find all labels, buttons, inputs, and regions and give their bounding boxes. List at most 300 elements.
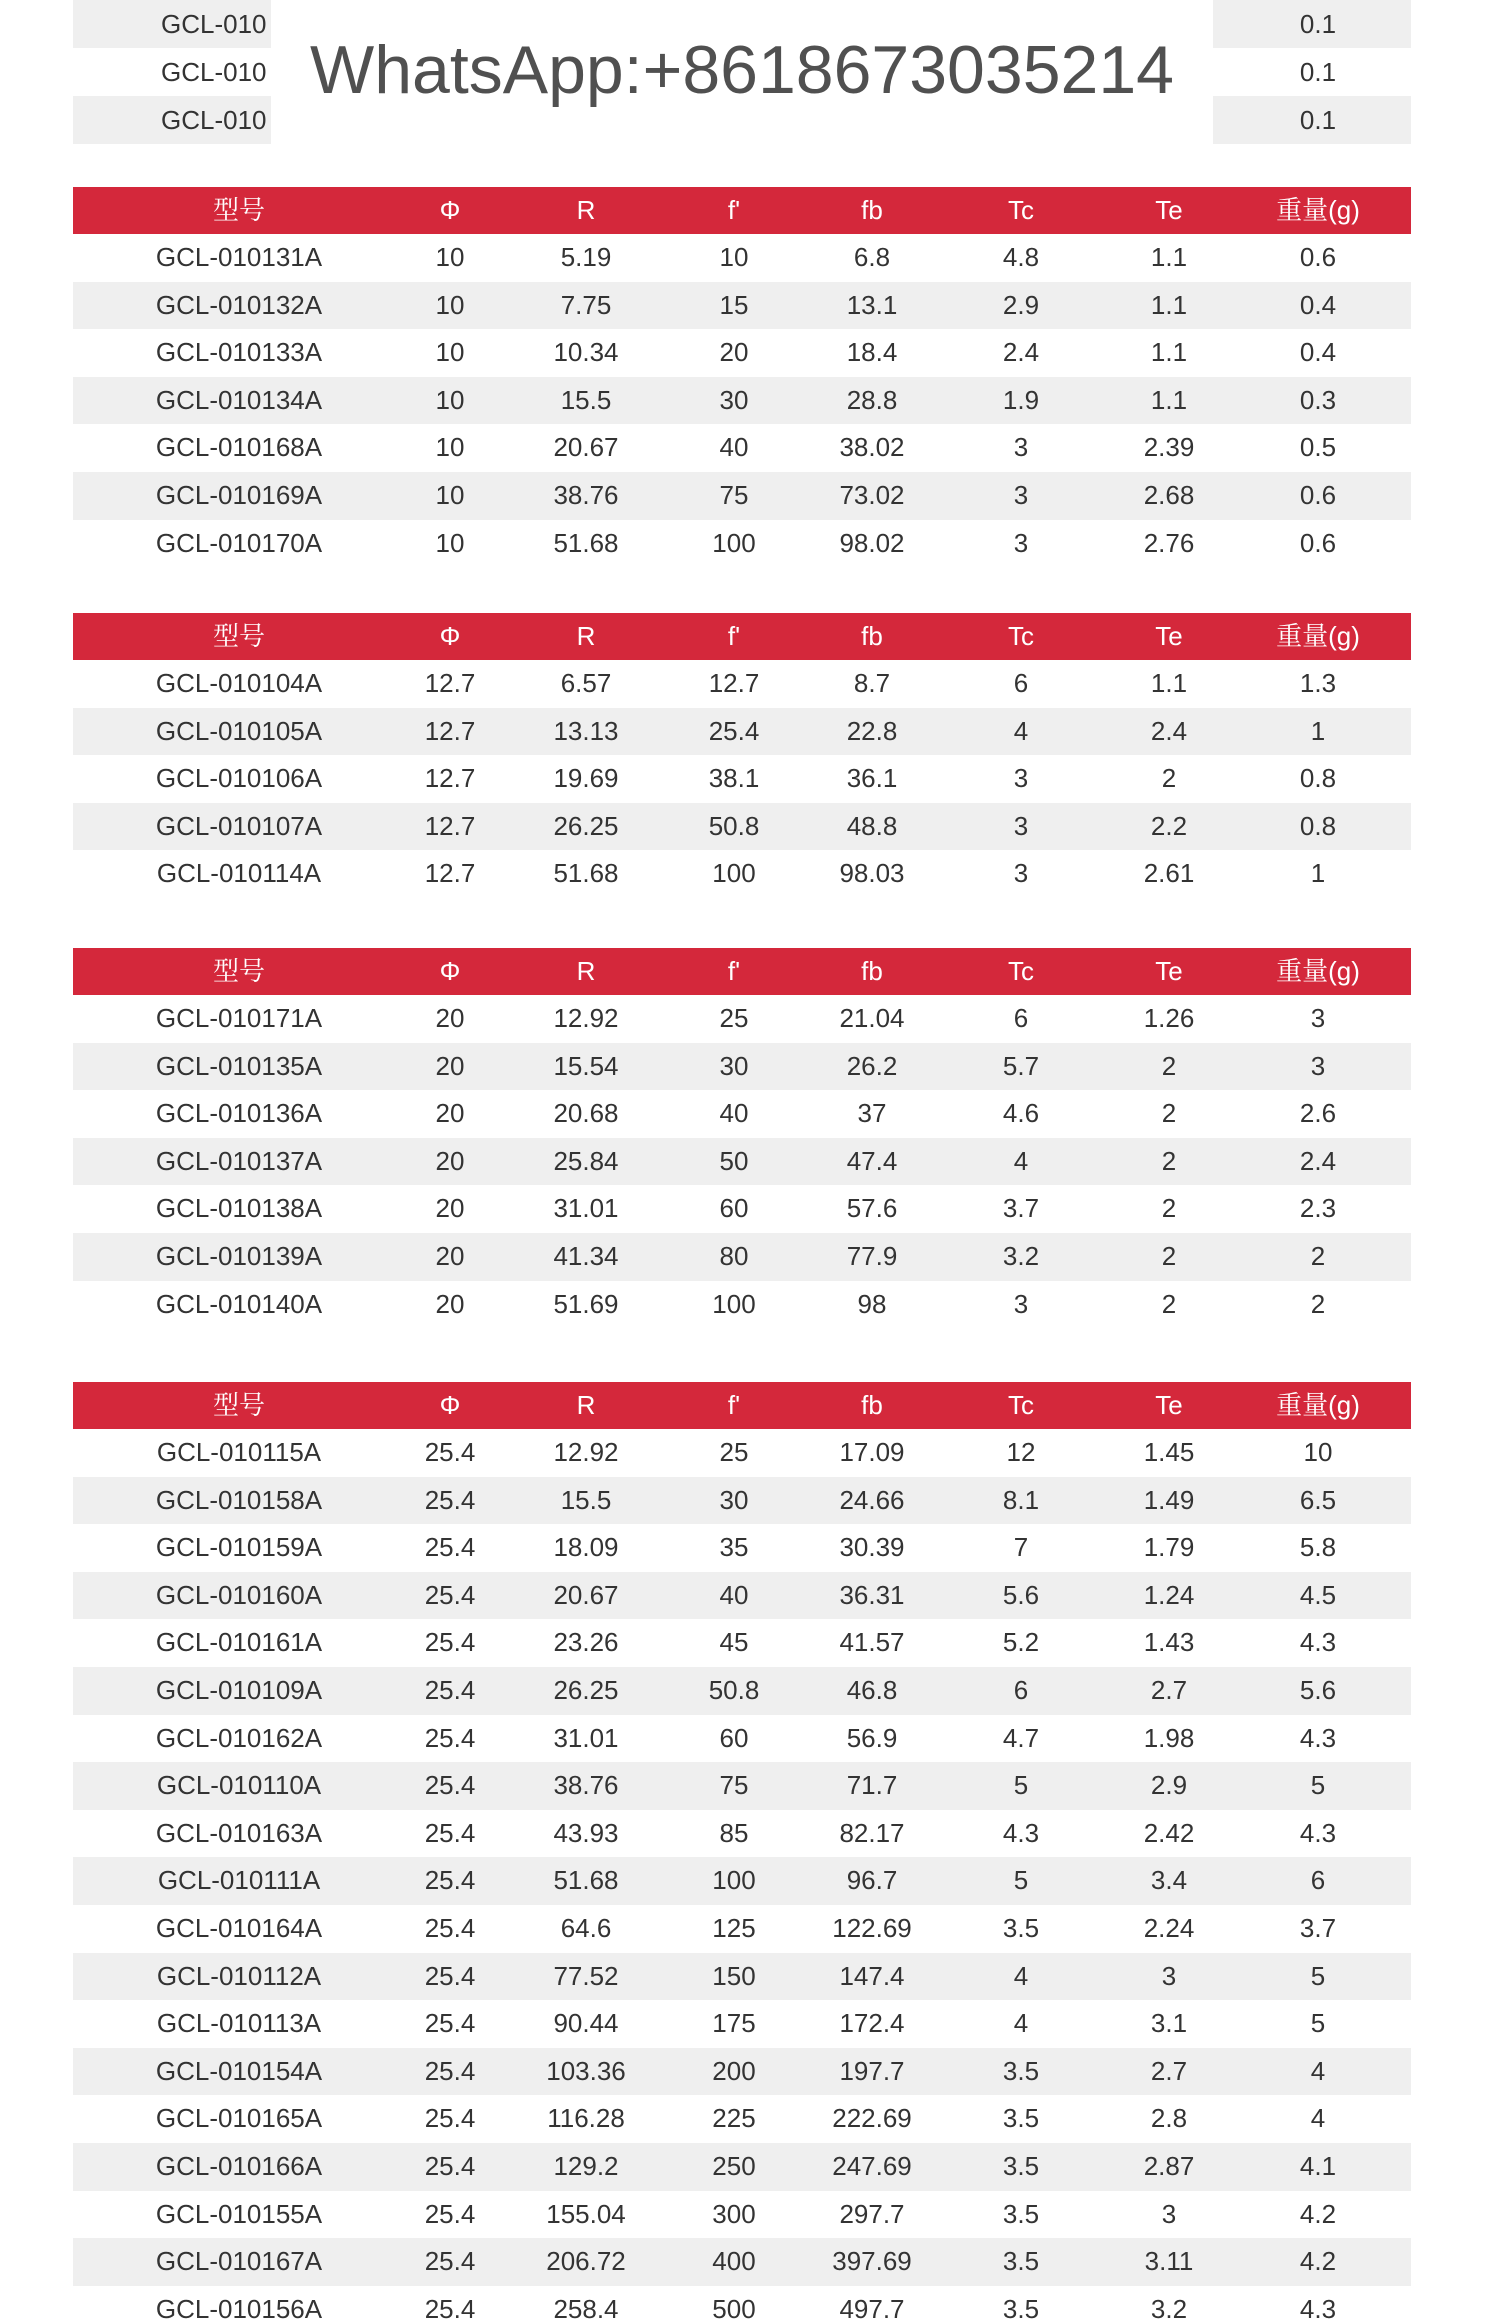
cell-te: 2.9 xyxy=(1150,1770,1188,1801)
cell-weight: 0.4 xyxy=(1299,337,1337,368)
cell-tc: 3.5 xyxy=(1002,2103,1040,2134)
cell-tc: 6 xyxy=(1013,1675,1029,1705)
cell-weight: 3.7 xyxy=(1299,1913,1337,1943)
cell-fb: 8.7 xyxy=(853,668,891,698)
cell-diameter: 25.4 xyxy=(424,2103,476,2134)
cell-te: 3.4 xyxy=(1150,1865,1188,1896)
cell-diameter: 25.4 xyxy=(424,1913,476,1943)
cell-fb: 98.02 xyxy=(839,527,905,558)
cell-tc: 3 xyxy=(1013,480,1029,510)
cell-weight: 2 xyxy=(1310,1241,1326,1271)
cell-fb: 172.4 xyxy=(839,2008,905,2039)
cell-te: 1.1 xyxy=(1150,384,1188,415)
table-row xyxy=(73,1477,1411,1525)
cell-tc: 3 xyxy=(1013,763,1029,794)
cell-weight: 2.3 xyxy=(1299,1193,1337,1224)
cell-tc: 4.7 xyxy=(1002,1722,1040,1753)
header-te: Te xyxy=(1155,1390,1183,1420)
cell-model: GCL-010105A xyxy=(155,715,323,746)
cell-weight: 10 xyxy=(1303,1437,1333,1467)
cell-diameter: 20 xyxy=(435,1241,465,1271)
table-header xyxy=(73,1382,1411,1429)
cell-weight: 5 xyxy=(1310,1770,1326,1801)
header-model: 型号 xyxy=(212,1390,265,1420)
cell-diameter: 25.4 xyxy=(424,1960,476,1991)
cell-diameter: 25.4 xyxy=(424,1770,476,1801)
cell-r: 18.09 xyxy=(553,1532,619,1563)
cell-te: 2.68 xyxy=(1143,480,1195,510)
cell-fb: 98.03 xyxy=(839,858,905,889)
cell-weight: 6 xyxy=(1310,1865,1326,1896)
cell-fb: 247.69 xyxy=(832,2151,912,2181)
cell-weight: 0.1 xyxy=(1299,57,1337,87)
cell-diameter: 12.7 xyxy=(424,763,476,794)
cell-model: GCL-010132A xyxy=(155,289,323,320)
cell-r: 6.57 xyxy=(560,668,612,698)
table-row xyxy=(73,1810,1411,1858)
cell-te: 1.43 xyxy=(1143,1627,1195,1658)
cell-model: GCL-010 xyxy=(161,105,267,135)
cell-diameter: 25.4 xyxy=(424,2151,476,2181)
cell-f: 80 xyxy=(719,1241,749,1271)
header-te: Te xyxy=(1155,956,1183,986)
header-weight: 重量(g) xyxy=(1276,956,1360,986)
header-model: 型号 xyxy=(212,621,265,651)
table-row xyxy=(73,2191,1411,2239)
header-diameter: Φ xyxy=(439,956,461,986)
cell-model: GCL-010107A xyxy=(155,810,323,841)
header-tc: Tc xyxy=(1008,195,1034,225)
cell-model: GCL-010166A xyxy=(155,2151,323,2181)
cell-tc: 7 xyxy=(1013,1532,1029,1563)
cell-model: GCL-010168A xyxy=(155,432,323,463)
cell-tc: 3 xyxy=(1013,527,1029,558)
cell-r: 31.01 xyxy=(553,1722,619,1753)
header-weight: 重量(g) xyxy=(1276,621,1360,651)
cell-r: 15.5 xyxy=(560,384,612,415)
watermark: WhatsApp:+8618673035214 xyxy=(271,0,1213,144)
cell-weight: 5.6 xyxy=(1299,1675,1337,1705)
cell-f: 100 xyxy=(712,527,756,558)
cell-model: GCL-010137A xyxy=(155,1145,323,1176)
cell-r: 5.19 xyxy=(560,242,612,272)
table-row xyxy=(73,1429,1411,1477)
cell-model: GCL-010110A xyxy=(156,1770,322,1801)
cell-weight: 0.5 xyxy=(1299,432,1337,463)
table-row xyxy=(73,520,1411,568)
cell-te: 1.1 xyxy=(1150,668,1188,698)
spec-table xyxy=(73,948,1411,1328)
cell-r: 15.54 xyxy=(553,1050,619,1081)
cell-weight: 0.6 xyxy=(1299,527,1337,558)
cell-diameter: 25.4 xyxy=(424,2008,476,2039)
cell-diameter: 12.7 xyxy=(424,715,476,746)
cell-fb: 71.7 xyxy=(846,1770,898,1801)
cell-r: 20.67 xyxy=(553,1579,619,1610)
cell-diameter: 25.4 xyxy=(424,1675,476,1705)
cell-fb: 197.7 xyxy=(839,2055,905,2086)
cell-tc: 4 xyxy=(1013,715,1029,746)
cell-diameter: 25.4 xyxy=(424,2246,476,2277)
cell-weight: 5 xyxy=(1310,1960,1326,1991)
cell-tc: 4 xyxy=(1013,1960,1029,1991)
cell-diameter: 12.7 xyxy=(424,810,476,841)
cell-diameter: 25.4 xyxy=(424,1579,476,1610)
table-row xyxy=(73,1953,1411,2001)
cell-te: 2.76 xyxy=(1143,527,1195,558)
cell-weight: 4.3 xyxy=(1299,2293,1337,2322)
header-te: Te xyxy=(1155,621,1183,651)
cell-f: 85 xyxy=(719,1817,749,1848)
table-row xyxy=(73,1185,1411,1233)
cell-weight: 0.6 xyxy=(1299,242,1337,272)
cell-te: 2.42 xyxy=(1143,1817,1195,1848)
cell-f: 300 xyxy=(712,2198,756,2229)
cell-model: GCL-010114A xyxy=(156,858,322,889)
cell-te: 2 xyxy=(1161,1241,1177,1271)
header-r: R xyxy=(576,956,596,986)
cell-r: 155.04 xyxy=(546,2198,626,2229)
cell-fb: 22.8 xyxy=(846,715,898,746)
header-tc: Tc xyxy=(1008,621,1034,651)
cell-diameter: 20 xyxy=(435,1193,465,1224)
cell-fb: 36.31 xyxy=(839,1579,905,1610)
cell-weight: 1 xyxy=(1310,858,1326,889)
cell-f: 175 xyxy=(712,2008,756,2039)
cell-tc: 3.7 xyxy=(1002,1193,1040,1224)
cell-weight: 1.3 xyxy=(1299,668,1337,698)
table-row xyxy=(73,1715,1411,1763)
cell-r: 15.5 xyxy=(560,1484,612,1515)
cell-f: 15 xyxy=(719,289,749,320)
cell-fb: 24.66 xyxy=(839,1484,905,1515)
cell-model: GCL-010 xyxy=(161,57,267,87)
cell-fb: 497.7 xyxy=(839,2293,905,2322)
cell-model: GCL-010 xyxy=(161,9,267,39)
header-weight: 重量(g) xyxy=(1276,1390,1360,1420)
cell-te: 2.2 xyxy=(1150,810,1188,841)
header-f: f' xyxy=(727,621,741,651)
table-row xyxy=(73,1281,1411,1329)
cell-tc: 5.7 xyxy=(1002,1050,1040,1081)
cell-r: 23.26 xyxy=(553,1627,619,1658)
cell-f: 500 xyxy=(712,2293,756,2322)
cell-fb: 18.4 xyxy=(846,337,898,368)
header-model: 型号 xyxy=(212,956,265,986)
cell-tc: 4.8 xyxy=(1002,242,1040,272)
cell-weight: 5 xyxy=(1310,2008,1326,2039)
cell-diameter: 25.4 xyxy=(424,2198,476,2229)
cell-fb: 77.9 xyxy=(846,1241,898,1271)
cell-te: 1.1 xyxy=(1150,337,1188,368)
cell-weight: 0.8 xyxy=(1299,763,1337,794)
cell-f: 100 xyxy=(712,1288,756,1319)
cell-tc: 12 xyxy=(1006,1437,1036,1467)
cell-fb: 37 xyxy=(857,1098,887,1129)
header-tc: Tc xyxy=(1008,1390,1034,1420)
cell-te: 2.7 xyxy=(1150,1675,1188,1705)
cell-tc: 3.5 xyxy=(1002,2198,1040,2229)
cell-r: 129.2 xyxy=(553,2151,619,2181)
cell-fb: 73.02 xyxy=(839,480,905,510)
cell-r: 206.72 xyxy=(546,2246,626,2277)
cell-diameter: 25.4 xyxy=(424,1722,476,1753)
cell-tc: 3 xyxy=(1013,858,1029,889)
cell-diameter: 12.7 xyxy=(424,668,476,698)
cell-fb: 297.7 xyxy=(839,2198,905,2229)
cell-model: GCL-010156A xyxy=(155,2293,323,2322)
table-header xyxy=(73,948,1411,995)
table-row xyxy=(73,1572,1411,1620)
cell-te: 2 xyxy=(1161,1193,1177,1224)
cell-diameter: 12.7 xyxy=(424,858,476,889)
cell-te: 3.2 xyxy=(1150,2293,1188,2322)
cell-f: 30 xyxy=(719,384,749,415)
cell-f: 45 xyxy=(719,1627,749,1658)
cell-f: 35 xyxy=(719,1532,749,1563)
header-f: f' xyxy=(727,195,741,225)
header-r: R xyxy=(576,195,596,225)
cell-model: GCL-010111A xyxy=(157,1865,321,1896)
cell-te: 2.4 xyxy=(1150,715,1188,746)
cell-fb: 36.1 xyxy=(846,763,898,794)
cell-weight: 0.1 xyxy=(1299,105,1337,135)
cell-diameter: 25.4 xyxy=(424,1627,476,1658)
header-r: R xyxy=(576,1390,596,1420)
cell-tc: 4 xyxy=(1013,2008,1029,2039)
cell-r: 38.76 xyxy=(553,1770,619,1801)
cell-weight: 1 xyxy=(1310,715,1326,746)
cell-f: 75 xyxy=(719,1770,749,1801)
cell-model: GCL-010138A xyxy=(155,1193,323,1224)
cell-diameter: 25.4 xyxy=(424,1817,476,1848)
cell-tc: 8.1 xyxy=(1002,1484,1040,1515)
cell-r: 103.36 xyxy=(546,2055,626,2086)
cell-r: 51.68 xyxy=(553,527,619,558)
cell-te: 2.87 xyxy=(1143,2151,1195,2181)
cell-f: 400 xyxy=(712,2246,756,2277)
cell-tc: 6 xyxy=(1013,668,1029,698)
cell-r: 12.92 xyxy=(553,1437,619,1467)
cell-fb: 397.69 xyxy=(832,2246,912,2277)
cell-fb: 13.1 xyxy=(846,289,898,320)
cell-te: 1.45 xyxy=(1143,1437,1195,1467)
cell-model: GCL-010115A xyxy=(156,1437,322,1467)
cell-model: GCL-010155A xyxy=(155,2198,323,2229)
cell-r: 19.69 xyxy=(553,763,619,794)
cell-weight: 3 xyxy=(1310,1050,1326,1081)
cell-te: 2.39 xyxy=(1143,432,1195,463)
header-fb: fb xyxy=(861,195,883,225)
table-row xyxy=(73,850,1411,898)
cell-model: GCL-010112A xyxy=(156,1960,322,1991)
header-r: R xyxy=(576,621,596,651)
cell-r: 31.01 xyxy=(553,1193,619,1224)
cell-model: GCL-010160A xyxy=(155,1579,323,1610)
cell-fb: 56.9 xyxy=(846,1722,898,1753)
cell-r: 258.4 xyxy=(553,2293,619,2322)
cell-r: 64.6 xyxy=(560,1913,612,1943)
cell-te: 1.1 xyxy=(1150,289,1188,320)
cell-model: GCL-010163A xyxy=(155,1817,323,1848)
table-row xyxy=(73,755,1411,803)
cell-tc: 3 xyxy=(1013,810,1029,841)
cell-tc: 3.5 xyxy=(1002,2246,1040,2277)
cell-f: 250 xyxy=(712,2151,756,2181)
cell-model: GCL-010140A xyxy=(155,1288,323,1319)
cell-f: 12.7 xyxy=(708,668,760,698)
cell-model: GCL-010167A xyxy=(155,2246,323,2277)
cell-fb: 6.8 xyxy=(853,242,891,272)
cell-te: 2.24 xyxy=(1143,1913,1195,1943)
table-row xyxy=(73,424,1411,472)
cell-diameter: 10 xyxy=(435,480,465,510)
cell-te: 1.24 xyxy=(1143,1579,1195,1610)
cell-r: 90.44 xyxy=(553,2008,619,2039)
cell-f: 25 xyxy=(719,1437,749,1467)
cell-r: 12.92 xyxy=(553,1003,619,1033)
cell-f: 150 xyxy=(712,1960,756,1991)
cell-weight: 4.1 xyxy=(1299,2151,1337,2181)
cell-te: 1.26 xyxy=(1143,1003,1195,1033)
table-row xyxy=(73,2238,1411,2286)
table-row xyxy=(73,1090,1411,1138)
table-row xyxy=(73,1233,1411,1281)
cell-te: 1.49 xyxy=(1143,1484,1195,1515)
cell-model: GCL-010106A xyxy=(155,763,323,794)
table-row xyxy=(73,234,1411,282)
cell-fb: 57.6 xyxy=(846,1193,898,1224)
cell-weight: 4 xyxy=(1310,2103,1326,2134)
cell-tc: 3.5 xyxy=(1002,2151,1040,2181)
table-row xyxy=(73,282,1411,330)
table-row xyxy=(73,708,1411,756)
cell-f: 100 xyxy=(712,858,756,889)
header-tc: Tc xyxy=(1008,956,1034,986)
table-row xyxy=(73,2048,1411,2096)
cell-model: GCL-010164A xyxy=(155,1913,323,1943)
cell-r: 20.67 xyxy=(553,432,619,463)
cell-weight: 4.3 xyxy=(1299,1722,1337,1753)
table-row xyxy=(73,2286,1411,2322)
cell-te: 3.11 xyxy=(1144,2246,1194,2277)
cell-f: 75 xyxy=(719,480,749,510)
cell-weight: 0.1 xyxy=(1299,9,1337,39)
cell-f: 30 xyxy=(719,1050,749,1081)
cell-diameter: 20 xyxy=(435,1288,465,1319)
header-model: 型号 xyxy=(212,195,265,225)
cell-weight: 6.5 xyxy=(1299,1484,1337,1515)
table-row xyxy=(73,329,1411,377)
spec-table xyxy=(73,613,1411,898)
table-row xyxy=(73,2143,1411,2191)
cell-diameter: 20 xyxy=(435,1050,465,1081)
header-weight: 重量(g) xyxy=(1276,195,1360,225)
cell-weight: 5.8 xyxy=(1299,1532,1337,1563)
table-header xyxy=(73,187,1411,234)
cell-tc: 3.5 xyxy=(1002,2055,1040,2086)
cell-te: 2.61 xyxy=(1143,858,1195,889)
cell-tc: 5 xyxy=(1013,1770,1029,1801)
table-row xyxy=(73,2095,1411,2143)
cell-weight: 2 xyxy=(1310,1288,1326,1319)
cell-f: 40 xyxy=(719,1098,749,1129)
table-row xyxy=(73,1667,1411,1715)
cell-r: 77.52 xyxy=(553,1960,619,1991)
header-te: Te xyxy=(1155,195,1183,225)
spec-table xyxy=(73,1382,1411,2322)
cell-te: 2.7 xyxy=(1150,2055,1188,2086)
cell-f: 60 xyxy=(719,1193,749,1224)
table-row xyxy=(73,2000,1411,2048)
cell-r: 51.68 xyxy=(553,858,619,889)
cell-diameter: 10 xyxy=(435,337,465,368)
cell-fb: 26.2 xyxy=(846,1050,898,1081)
cell-te: 2 xyxy=(1161,763,1177,794)
cell-r: 13.13 xyxy=(553,715,619,746)
cell-te: 3.1 xyxy=(1150,2008,1188,2039)
table-row xyxy=(73,1619,1411,1667)
cell-f: 100 xyxy=(712,1865,756,1896)
cell-te: 1.1 xyxy=(1150,242,1188,272)
cell-model: GCL-010113A xyxy=(156,2008,322,2039)
cell-r: 25.84 xyxy=(553,1145,619,1176)
table-row xyxy=(73,660,1411,708)
cell-f: 30 xyxy=(719,1484,749,1515)
cell-fb: 82.17 xyxy=(839,1817,905,1848)
cell-weight: 4 xyxy=(1310,2055,1326,2086)
cell-te: 3 xyxy=(1161,2198,1177,2229)
table-row xyxy=(73,1043,1411,1091)
header-diameter: Φ xyxy=(439,195,461,225)
cell-fb: 147.4 xyxy=(839,1960,905,1991)
cell-r: 51.68 xyxy=(553,1865,619,1896)
cell-diameter: 25.4 xyxy=(424,1437,476,1467)
cell-model: GCL-010171A xyxy=(155,1003,323,1033)
cell-diameter: 10 xyxy=(435,289,465,320)
table-row xyxy=(73,803,1411,851)
cell-model: GCL-010109A xyxy=(155,1675,323,1705)
cell-tc: 4.6 xyxy=(1002,1098,1040,1129)
cell-tc: 1.9 xyxy=(1002,384,1040,415)
cell-fb: 96.7 xyxy=(846,1865,898,1896)
cell-weight: 0.6 xyxy=(1299,480,1337,510)
cell-fb: 48.8 xyxy=(846,810,898,841)
cell-model: GCL-010154A xyxy=(155,2055,323,2086)
cell-model: GCL-010158A xyxy=(155,1484,323,1515)
cell-weight: 4.2 xyxy=(1299,2198,1337,2229)
header-f: f' xyxy=(727,956,741,986)
cell-f: 40 xyxy=(719,432,749,463)
cell-tc: 3 xyxy=(1013,1288,1029,1319)
cell-model: GCL-010159A xyxy=(155,1532,323,1563)
cell-fb: 41.57 xyxy=(839,1627,905,1658)
cell-model: GCL-010136A xyxy=(155,1098,323,1129)
cell-weight: 4.2 xyxy=(1299,2246,1337,2277)
header-fb: fb xyxy=(861,1390,883,1420)
header-f: f' xyxy=(727,1390,741,1420)
cell-model: GCL-010169A xyxy=(155,480,323,510)
cell-f: 10 xyxy=(719,242,749,272)
cell-model: GCL-010161A xyxy=(155,1627,323,1658)
cell-model: GCL-010135A xyxy=(155,1050,323,1081)
table-row xyxy=(73,1762,1411,1810)
cell-r: 7.75 xyxy=(560,289,612,320)
cell-diameter: 10 xyxy=(435,384,465,415)
cell-weight: 0.4 xyxy=(1299,289,1337,320)
cell-diameter: 25.4 xyxy=(424,1484,476,1515)
table-header xyxy=(73,613,1411,660)
